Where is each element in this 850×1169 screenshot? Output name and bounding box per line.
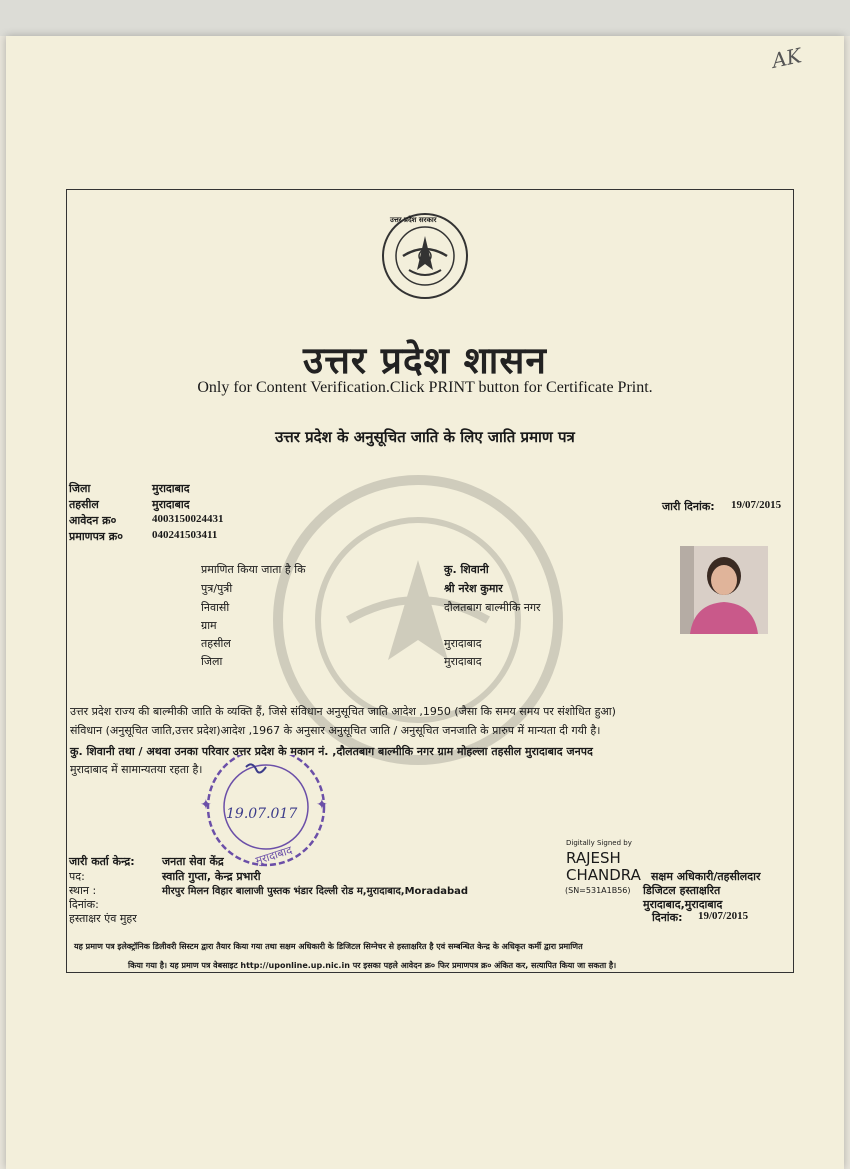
state-emblem-seal — [381, 212, 469, 300]
body-line-3: कु. शिवानी तथा / अथवा उनका परिवार उत्तर प्रदेश के मकान नं. ,दौलतबाग बाल्मीकि नगर ग्राम मोहल्ला तहसील मुरादाबाद जनपद — [70, 745, 593, 758]
corner-handwritten-mark: AK — [769, 43, 804, 73]
body-line-2: संविधान (अनुसूचित जाति,उत्तर प्रदेश)आदेश ,1967 के अनुसार अनुसूचित जाति / अनुसूचित जनजाति के प्रारुप में मान्यता दी गयी है। — [70, 724, 601, 737]
digital-sign-label: डिजिटल हस्ताक्षरित — [643, 884, 721, 897]
post-value: स्वाति गुप्ता, केन्द्र प्रभारी — [162, 870, 261, 883]
certify-label: प्रमाणित किया जाता है कि — [201, 563, 306, 576]
certificate-heading: उत्तर प्रदेश के अनुसूचित जाति के लिए जाति प्रमाण पत्र — [275, 428, 575, 446]
page-title: उत्तर प्रदेश शासन — [303, 339, 547, 382]
signer-last-name: CHANDRA — [566, 866, 641, 884]
application-no-value: 4003150024431 — [152, 513, 224, 525]
stamp-text: मुरादाबाद — [253, 843, 294, 868]
district-value: मुरादाबाद — [152, 482, 190, 495]
stamp-date: 19.07.017 — [226, 806, 298, 822]
parent-label: पुत्र/पुत्री — [201, 582, 233, 595]
officer-date-value: 19/07/2015 — [698, 910, 749, 922]
resident-value: दौलतबाग बाल्मीकि नगर — [444, 601, 541, 614]
centre-value: जनता सेवा केंद्र — [162, 855, 224, 868]
details-district-label: जिला — [201, 655, 223, 668]
certificate-no-value: 040241503411 — [152, 529, 218, 541]
applicant-name: कु. शिवानी — [444, 563, 489, 576]
centre-label: जारी कर्ता केन्द्र: — [69, 855, 135, 868]
svg-text:✦: ✦ — [316, 797, 328, 813]
footer-line-1: यह प्रमाण पत्र इलेक्ट्रॉनिक डिलीवरी सिस्टम द्वारा तैयार किया गया तथा सक्षम अधिकारी के डिजिटल सिग्नेचर से हस्ताक्षरित है एवं सम्बन्धित केन्द्र के अधिकृत कर्मी द्वारा प्रमाणित — [74, 942, 583, 951]
tehsil-value: मुरादाबाद — [152, 498, 190, 511]
footer-line-2: किया गया है। यह प्रमाण पत्र वेबसाइट http://uponline.up.nic.in पर इसका पहले आवेदन क्र० फिर प्रमाणपत्र क्र० अंकित कर, सत्यापित किया जा सकता है। — [128, 961, 617, 970]
person-portrait-icon — [680, 546, 768, 634]
body-line-1: उत्तर प्रदेश राज्य की बाल्मीकी जाति के व्यक्ति हैं, जिसे संविधान अनुसूचित जाति आदेश ,1950 (जैसा कि समय समय पर संशोधित हुआ) — [70, 705, 616, 718]
issue-date-value: 19/07/2015 — [731, 499, 782, 511]
parent-name: श्री नरेश कुमार — [444, 582, 503, 595]
digitally-signed-note: Digitally Signed by — [566, 839, 632, 847]
date-label: दिनांक: — [69, 898, 99, 911]
signer-serial: (SN=531A1B56) — [565, 886, 631, 895]
officer-date-label: दिनांक: — [652, 911, 683, 924]
details-tehsil-label: तहसील — [201, 637, 231, 650]
tehsil-label: तहसील — [69, 498, 99, 511]
officer-place: मुरादाबाद,मुरादाबाद — [643, 898, 723, 911]
svg-text:✦: ✦ — [200, 797, 212, 813]
issue-date-label: जारी दिनांक: — [662, 500, 715, 513]
verification-note: Only for Content Verification.Click PRINT button for Certificate Print. — [197, 379, 653, 396]
body-line-4: मुरादाबाद में सामान्यतया रहता है। — [70, 763, 203, 776]
scan-background — [0, 0, 850, 36]
officer-title: सक्षम अधिकारी/तहसीलदार — [651, 870, 761, 883]
seal-caption: उत्तर प्रदेश सरकार — [390, 216, 437, 224]
details-tehsil-value: मुरादाबाद — [444, 637, 482, 650]
post-label: पद: — [69, 870, 85, 883]
applicant-photo — [680, 546, 768, 634]
district-label: जिला — [69, 482, 91, 495]
certificate-no-label: प्रमाणपत्र क्र० — [69, 530, 123, 543]
application-no-label: आवेदन क्र० — [69, 514, 117, 527]
place-value: मीरपुर मिलन विहार बालाजी पुस्तक भंडार दिल्ली रोड म,मुरादाबाद,Moradabad — [162, 886, 469, 897]
details-district-value: मुरादाबाद — [444, 655, 482, 668]
resident-label: निवासी — [201, 601, 230, 614]
place-label: स्थान : — [69, 884, 97, 897]
sign-label: हस्ताक्षर एंव मुहर — [69, 912, 137, 925]
village-label: ग्राम — [201, 619, 217, 632]
signer-first-name: RAJESH — [566, 849, 621, 867]
